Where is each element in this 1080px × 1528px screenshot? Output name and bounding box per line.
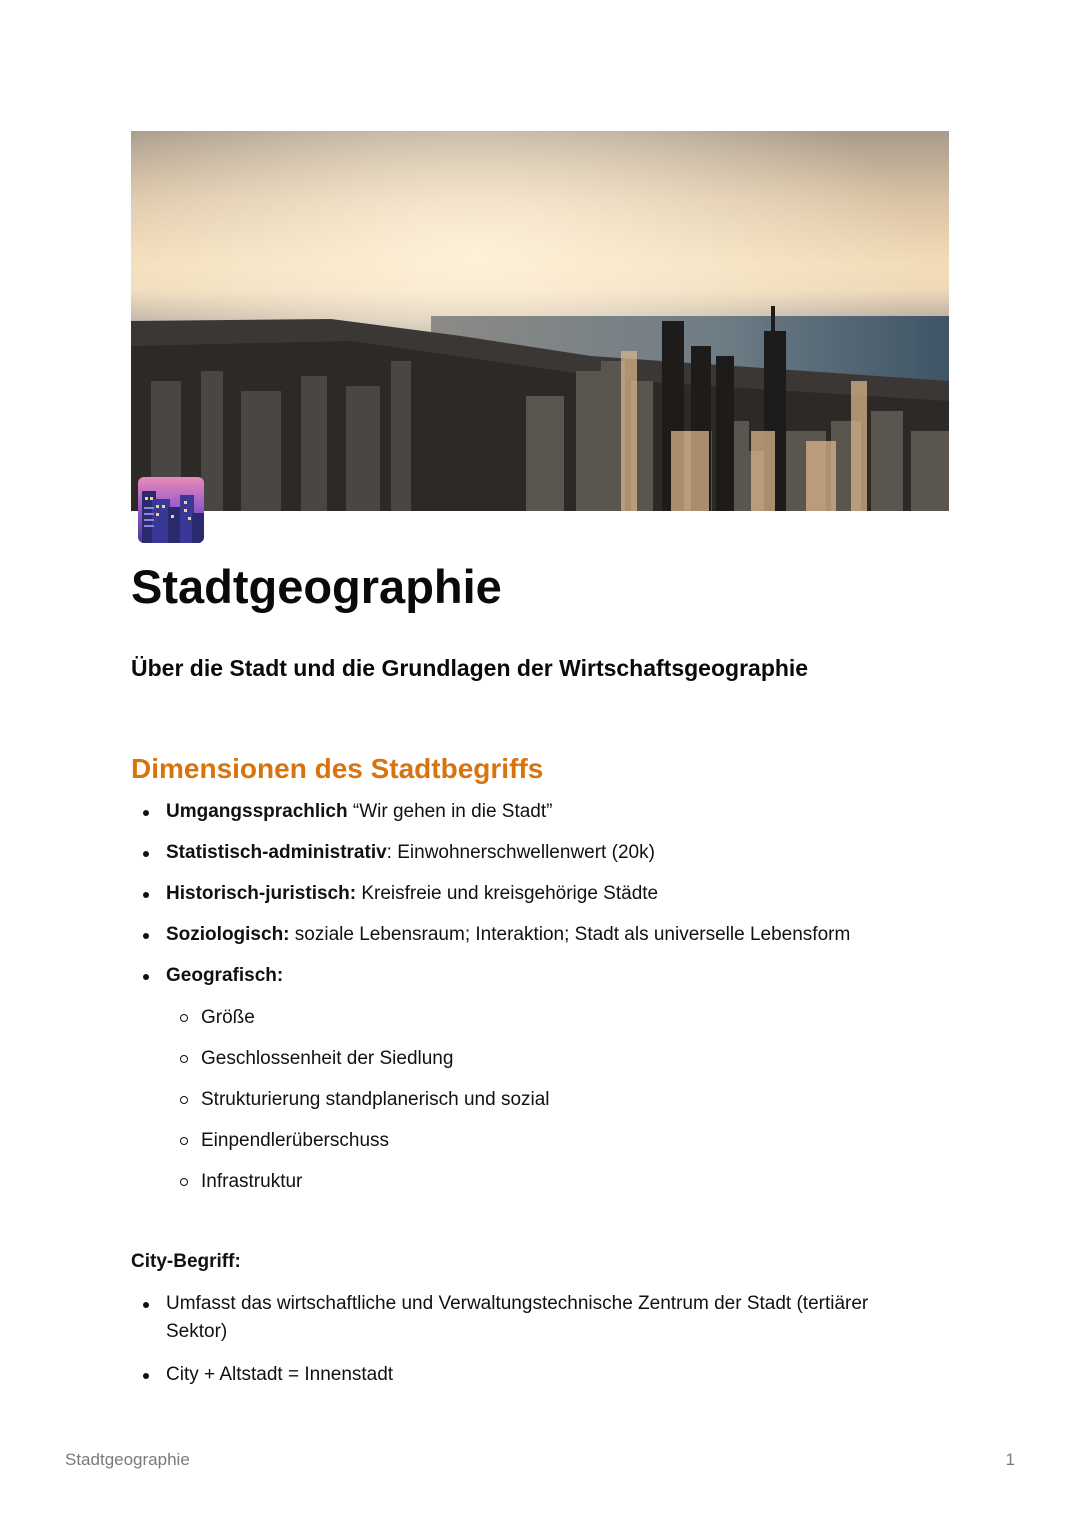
list-item xyxy=(166,962,283,990)
list-item-text: soziale Lebensraum; Interaktion; Stadt als universelle Lebensform xyxy=(289,924,851,945)
sub-list-item xyxy=(201,1045,453,1073)
page-title: Stadtgeographie xyxy=(131,560,502,613)
circle-bullet-icon xyxy=(180,1137,188,1145)
circle-bullet-icon xyxy=(180,1096,188,1104)
bullet-icon xyxy=(143,933,149,939)
city-begriff-label: City-Begriff: xyxy=(131,1251,241,1272)
list-item-term: Statistisch-administrativ xyxy=(166,842,387,863)
bullet-icon xyxy=(143,892,149,898)
cover-image xyxy=(131,131,949,511)
sub-list-item-text: Infrastruktur xyxy=(201,1171,303,1192)
sub-list-item-text: Einpendlerüberschuss xyxy=(201,1130,390,1151)
bullet-icon xyxy=(143,974,149,980)
list-item-term: Historisch-juristisch: xyxy=(166,883,357,904)
bullet-icon xyxy=(143,810,149,816)
list-item xyxy=(166,798,552,826)
list-item xyxy=(166,839,655,867)
circle-bullet-icon xyxy=(180,1055,188,1063)
list-item xyxy=(166,1290,926,1346)
sub-list-item xyxy=(201,1004,255,1032)
footer-title: Stadtgeographie xyxy=(65,1450,190,1469)
sub-list-item-text: Größe xyxy=(201,1007,255,1028)
list-item-term: Umgangssprachlich xyxy=(166,801,348,822)
footer-page-number: 1 xyxy=(1005,1450,1015,1469)
list-item-text: “Wir gehen in die Stadt” xyxy=(347,801,553,822)
list-item-term: Geografisch: xyxy=(166,965,284,986)
list-item xyxy=(166,1361,393,1389)
city-at-dusk-icon[interactable] xyxy=(138,477,204,543)
city-skyline-illustration xyxy=(131,131,949,511)
list-item-text: : Einwohnerschwellenwert (20k) xyxy=(386,842,655,863)
sub-list-item xyxy=(201,1086,550,1114)
list-item-text: Umfasst das wirtschaftliche und Verwaltungstechnische Zentrum der Stadt (tertiärer Sektor) xyxy=(166,1293,869,1342)
circle-bullet-icon xyxy=(180,1014,188,1022)
bullet-icon xyxy=(143,1302,149,1308)
bullet-icon xyxy=(143,851,149,857)
list-item xyxy=(166,921,850,949)
bullet-icon xyxy=(143,1373,149,1379)
sub-list-item xyxy=(201,1127,389,1155)
sub-list-item-text: Strukturierung standplanerisch und sozial xyxy=(201,1089,550,1110)
section-heading-dimensionen: Dimensionen des Stadtbegriffs xyxy=(131,753,544,784)
list-item-text: City + Altstadt = Innenstadt xyxy=(166,1364,394,1385)
list-item-text: Kreisfreie und kreisgehörige Städte xyxy=(356,883,659,904)
circle-bullet-icon xyxy=(180,1178,188,1186)
sub-list-item xyxy=(201,1168,302,1196)
list-item-term: Soziologisch: xyxy=(166,924,290,945)
page-subtitle: Über die Stadt und die Grundlagen der Wirtschaftsgeographie xyxy=(131,655,809,681)
sub-list-item-text: Geschlossenheit der Siedlung xyxy=(201,1048,454,1069)
list-item xyxy=(166,880,658,908)
